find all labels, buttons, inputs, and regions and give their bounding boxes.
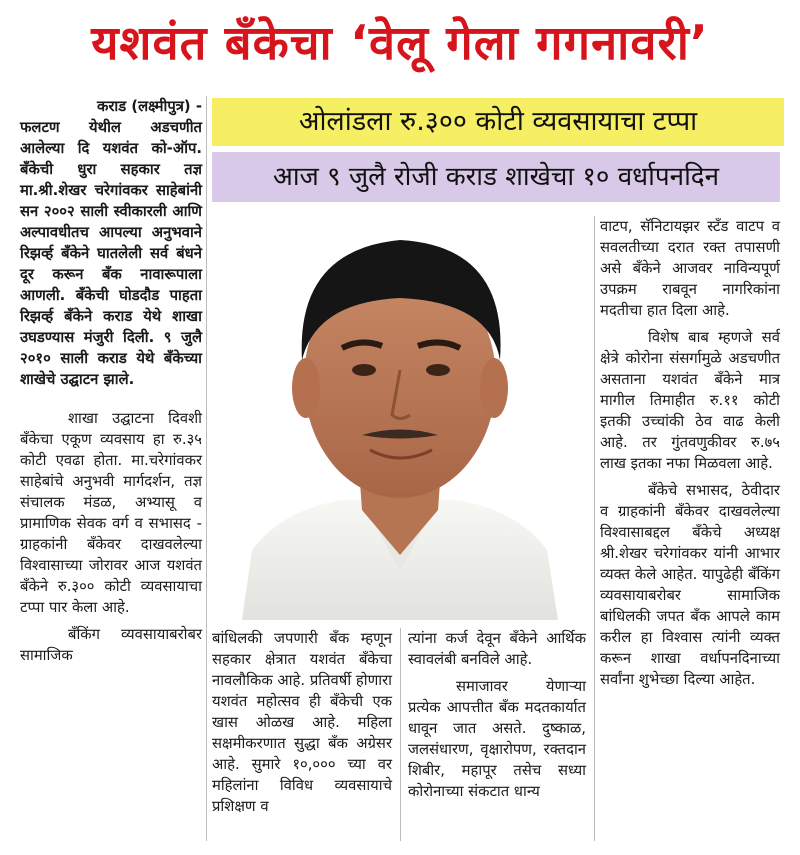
article-column-2 xyxy=(212,628,392,817)
article-paragraph: बँकेचे सभासद, ठेवीदार व ग्राहकांनी बँकेवर दाखवलेल्या विश्वासाबद्दल बँकेचे अध्यक्ष श्री.शेखर चरेगांवकर यांनी आभार व्यक्त केले आहेत. यापुढेही बँकिंग व्यवसायाबरोबर सामाजिक बांधिलकी जपत बँक आपले काम करील हा विश्वास त्यांनी व्यक्त करून शाखा वर्धापनदिनाच्या सर्वांना शुभेच्छा दिल्या आहेत. xyxy=(600,482,780,688)
article-column-1 xyxy=(20,96,202,666)
article-paragraph: शाखा उद्घाटना दिवशी बँकेचा एकूण व्यवसाय हा रु.३५ कोटी एवढा होता. मा.चरेगांवकर साहेबांचे अनुभवी मार्गदर्शन, तज्ञ संचालक मंडळ, अभ्यासू व प्रामाणिक सेवक वर्ग व सभासद - ग्राहकांनी बँकेवर दाखवलेल्या विश्वासाच्या जोरावर आज यशवंत बँकेने रु.३०० कोटी व्यवसायाचा टप्पा पार केला आहे. xyxy=(20,410,202,616)
article-paragraph: विशेष बाब म्हणजे सर्व क्षेत्रे कोरोना संसर्गामुळे अडचणीत असताना यशवंत बँकेने मात्र मागील तिमाहीत रु.११ कोटी इतकी उच्चांकी ठेव वाढ केली आहे. तर गुंतवणुकीवर रु.७५ लाख इतका नफा मिळवला आहे. xyxy=(600,329,780,472)
column-divider xyxy=(594,216,595,841)
subheadline-anniversary: आज ९ जुलै रोजी कराड शाखेचा १० वर्धापनदिन xyxy=(212,152,780,202)
article-paragraph: समाजावर येणाऱ्या प्रत्येक आपत्तीत बँक मदतकार्यात धावून जात असते. दुष्काळ, जलसंधारण, वृक्षारोपण, रक्तदान शिबीर, महापूर तसेच सध्या कोरोनाच्या संकटात धान्य xyxy=(408,678,586,800)
column-divider xyxy=(400,628,401,841)
article-paragraph: फलटण येथील अडचणीत आलेल्या दि यशवंत को-ऑप. बँकेची धुरा सहकार तज्ञ मा.श्री.शेखर चरेगांवकर साहेबांनी सन २००२ साली स्वीकारली आणि अल्पावधीतच आपल्या अनुभवाने रिझर्व्ह बँकेने घातलेली सर्व बंधने दूर करून बँक नावारूपाला आणली. बँकेची घोडदौड पाहता रिझर्व्ह बँकेने कराड येथे शाखा उघडण्यास मंजुरी दिली. ९ जुलै २०१० साली कराड येथे बँकेच्या शाखेचे उद्घाटन झाले. xyxy=(20,119,202,388)
article-paragraph: बांधिलकी जपणारी बँक म्हणून सहकार क्षेत्रात यशवंत बँकेचा नावलौकिक आहे. प्रतिवर्षी होणारा यशवंत महोत्सव ही बँकेची एक खास ओळख आहे. महिला सक्षमीकरणात सुद्धा बँक अग्रेसर आहे. सुमारे १०,००० च्या वर महिलांना विविध व्यवसायाचे प्रशिक्षण व xyxy=(212,630,392,815)
article-column-4 xyxy=(600,216,780,690)
headline: यशवंत बँकेचा ‘वेलू गेला गगनावरी’ xyxy=(91,16,709,71)
article-column-3 xyxy=(408,628,586,802)
article-paragraph: वाटप, सॅनिटायझर स्टँड वाटप व सवलतीच्या दरात रक्त तपासणी असे बँकेने आजवर नाविन्यपूर्ण उपक्रम राबवून नागरिकांना मदतीचा हात दिला आहे. xyxy=(600,218,780,319)
dateline: कराड (लक्ष्मीपुत्र) - xyxy=(96,98,202,115)
column-divider xyxy=(206,96,207,841)
portrait-photo xyxy=(212,210,588,620)
subheadline-business-milestone: ओलांडला रु.३०० कोटी व्यवसायाचा टप्पा xyxy=(212,98,784,146)
article-paragraph: त्यांना कर्ज देवून बँकेने आर्थिक स्वावलंबी बनविले आहे. xyxy=(408,630,586,668)
article-paragraph: बँकिंग व्यवसायाबरोबर सामाजिक xyxy=(20,626,202,664)
